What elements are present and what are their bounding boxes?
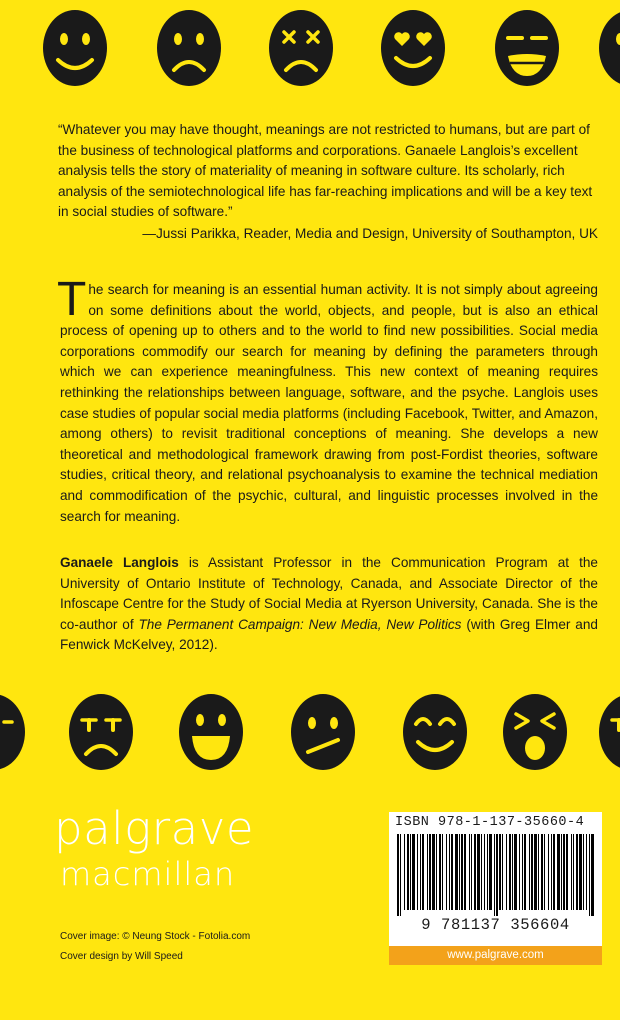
author-name: Ganaele Langlois — [60, 555, 179, 570]
crying-face-icon — [596, 692, 620, 772]
emoji-row-top — [0, 8, 620, 88]
isbn-barcode — [389, 812, 602, 946]
squinting-face-icon — [500, 692, 570, 772]
endorsement-quote — [58, 120, 598, 244]
laughing-face-icon — [176, 692, 246, 772]
bio-text-1: is Assistant Professor in the Communication Program at the University of Ontario Institute of Technology, Canada, and Associate Director of the Infoscape Centre for the Study of Social Media at Ryerson University, Canada. She is the co-author of — [60, 555, 598, 632]
drop-cap: T — [57, 273, 87, 326]
description-text: he search for meaning is an essential human activity. It is not simply about agreeing on some definitions about the world, objects, and people, but is also an ethical process of opening up to others and to the world to find new possibilities. Social media corporations commodify our search for meaning by defining the parameters through which we can experience meaningfulness. This new context of meaning requires rethinking the relationships between language, software, and the psyche. Langlois uses case studies of popular social media platforms (including Facebook, Twitter, and Amazon, among others) to revisit traditional conceptions of meaning. She develops a new theoretical and methodological framework drawing from post-Fordist theories, software studies, critical theory, and relational psychoanalysis to examine the technical mediation and commodification of the psychic, cultural, and linguistic processes involved in the search for meaning. — [60, 282, 598, 524]
smiley-face-icon — [40, 8, 110, 88]
cover-design-credit: Cover design by Will Speed — [60, 951, 183, 962]
book-description — [57, 273, 598, 527]
dizzy-face-icon — [266, 8, 336, 88]
crying-face-icon — [66, 692, 136, 772]
logo-line-2: macmillan — [60, 855, 236, 893]
isbn-digits: 9 781137 356604 — [421, 916, 570, 934]
author-bio — [60, 553, 598, 656]
cover-image-credit: Cover image: © Neung Stock - Fotolia.com — [60, 931, 251, 942]
heart-eyes-face-icon — [378, 8, 448, 88]
isbn-label: ISBN 978-1-137-35660-4 — [395, 815, 585, 830]
logo-line-1: palgrave — [54, 802, 255, 855]
sad-face-icon — [154, 8, 224, 88]
emoji-row-bottom — [0, 692, 620, 772]
happy-eyes-face-icon — [400, 692, 470, 772]
crying-face-icon — [0, 692, 28, 772]
publisher-url: www.palgrave.com — [389, 946, 602, 965]
partial-face-icon — [596, 8, 620, 88]
quote-attribution: —Jussi Parikka, Reader, Media and Design, University of Southampton, UK — [142, 225, 598, 241]
grinning-face-icon — [492, 8, 562, 88]
bio-text-2: (with Greg Elmer and Fenwick McKelvey, 2012). — [60, 616, 598, 653]
quote-text: “Whatever you may have thought, meanings are not restricted to humans, but are part of the business of technological platforms and corporations. Ganaele Langlois’s excellent analysis tells the story of materiality of meaning in software culture. Its scholarly, rich analysis of the semiotechnological life has far-reaching implications and will be a key text in social studies of software.” — [58, 122, 593, 219]
barcode-bars-icon — [395, 834, 596, 916]
confused-face-icon — [288, 692, 358, 772]
publisher-logo — [54, 804, 254, 894]
book-title: The Permanent Campaign: New Media, New Politics — [138, 616, 462, 632]
